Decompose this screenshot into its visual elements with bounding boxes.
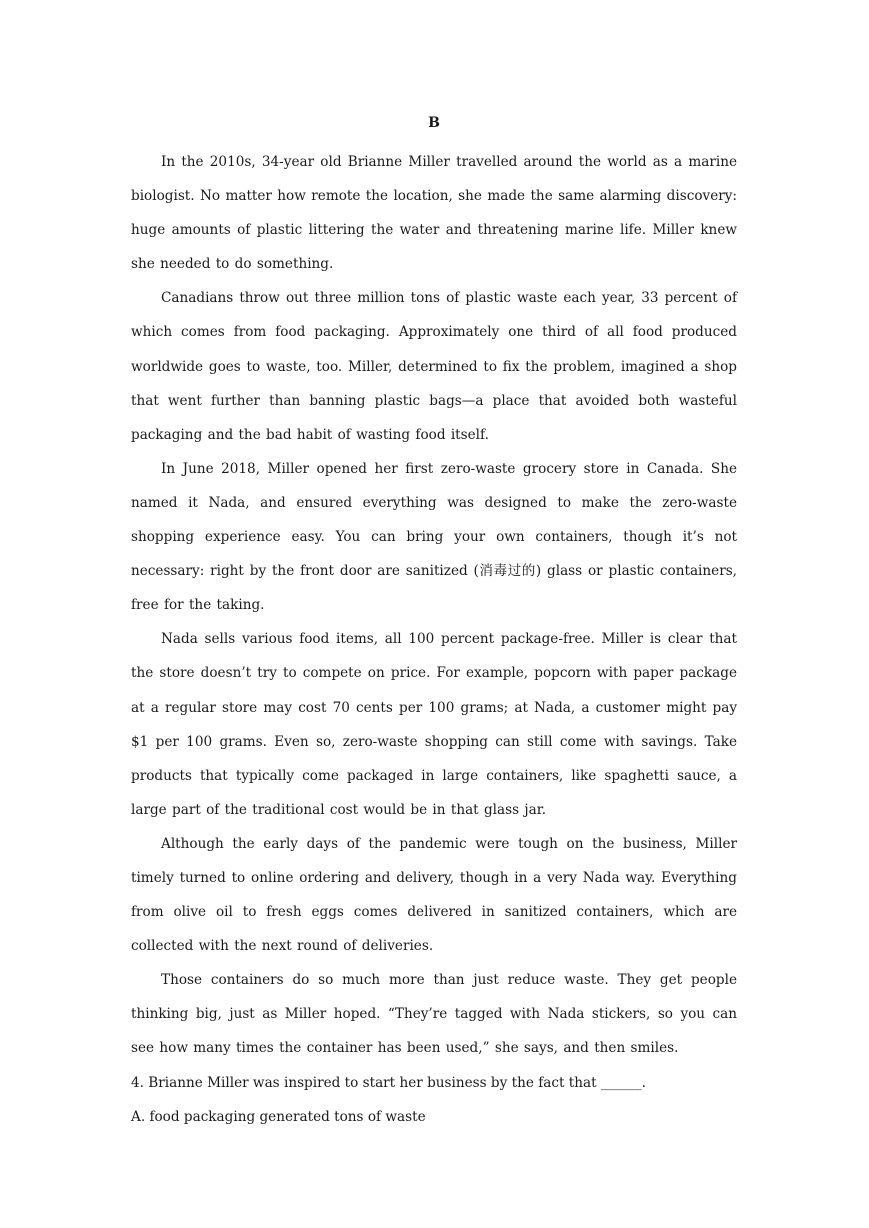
question-stem: 4. Brianne Miller was inspired to start her business by the fact that ______. [131, 1074, 646, 1091]
option-a: A. food packaging generated tons of waste [131, 1108, 426, 1125]
section-label: B [428, 115, 440, 131]
paragraph-5: Although the early days of the pandemic were tough on the business, Miller timely turned to online ordering and delivery, though in a very Nada way. Everything from olive oil to fresh eggs comes delivered in sanitized containers, which are collected with the next round of deliveries. [131, 835, 737, 955]
paragraph-3: In June 2018, Miller opened her first zero-waste grocery store in Canada. She named it Nada, and ensured everything was designed to make the zero-waste shopping experience easy. You can bring your own containers, though it’s not necessary: right by the front door are sanitized (消毒过的) glass or plastic containers, free for the taking. [131, 460, 737, 614]
paragraph-1: In the 2010s, 34-year old Brianne Miller travelled around the world as a marine biologist. No matter how remote the location, she made the same alarming discovery: huge amounts of plastic littering the water and threatening marine life. Miller knew she needed to do something. [131, 154, 737, 273]
paragraph-2: Canadians throw out three million tons of plastic waste each year, 33 percent of which comes from food packaging. Approximately one third of all food produced worldwide goes to waste, too. Miller, determined to fix the problem, imagined a shop that went further than banning plastic bags—a place that avoided both wasteful packaging and the bad habit of wasting food itself. [131, 290, 737, 443]
passage [131, 145, 737, 1134]
paragraph-4: Nada sells various food items, all 100 percent package-free. Miller is clear that the store doesn’t try to compete on price. For example, popcorn with paper package at a regular store may cost 70 cents per 100 grams; at Nada, a customer might pay $1 per 100 grams. Even so, zero-waste shopping can still come with savings. Take products that typically come packaged in large containers, like spaghetti sauce, a large part of the traditional cost would be in that glass jar. [131, 631, 737, 818]
question-options [131, 1100, 737, 1134]
paragraph-6: Those containers do so much more than just reduce waste. They get people thinking big, just as Miller hoped. “They’re tagged with Nada stickers, so you can see how many times the container has been used,” she says, and then smiles. [131, 972, 737, 1057]
